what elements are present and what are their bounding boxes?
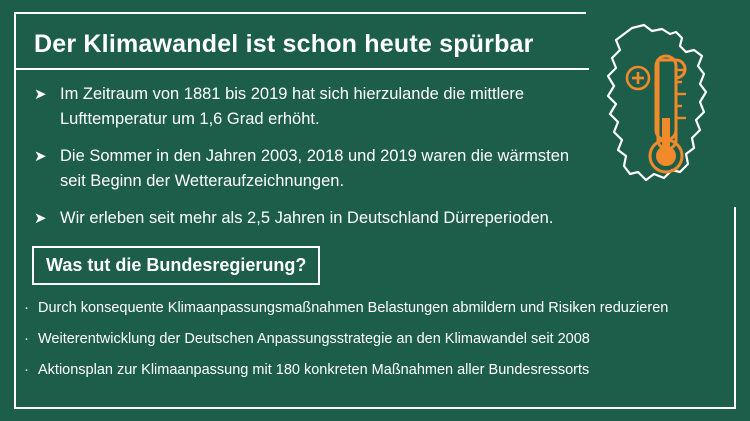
bullet-text: Im Zeitraum von 1881 bis 2019 hat sich hierzulande die mittlere Lufttemperatur um 1,6 Grad erhöht.: [60, 85, 525, 128]
list-item: [34, 206, 579, 231]
dot-icon: ·: [24, 299, 29, 316]
measure-text: Weiterentwicklung der Deutschen Anpassungsstrategie an den Klimawandel seit 2008: [38, 331, 590, 347]
plus-icon: [627, 67, 649, 89]
arrow-icon: ➤: [34, 148, 47, 165]
bullet-text: Wir erleben seit mehr als 2,5 Jahren in Deutschland Dürreperioden.: [60, 209, 554, 227]
measure-text: Aktionsplan zur Klimaanpassung mit 180 konkreten Maßnahmen aller Bundesressorts: [38, 362, 590, 378]
dot-icon: ·: [24, 330, 29, 347]
dot-icon: ·: [24, 361, 29, 378]
bullet-list: [34, 82, 579, 243]
arrow-icon: ➤: [34, 86, 47, 103]
list-item: [24, 359, 714, 381]
title-divider: [14, 68, 589, 70]
page-title: Der Klimawandel ist schon heute spürbar: [34, 30, 534, 58]
subheading-box: [32, 246, 320, 285]
subheading-text: Was tut die Bundesregierung?: [46, 255, 307, 275]
measure-text: Durch konsequente Klimaanpassungsmaßnahmen Belastungen abmildern und Risiken reduzieren: [38, 300, 669, 316]
arrow-icon: ➤: [34, 210, 47, 227]
thermometer-icon: [650, 56, 686, 172]
bullet-text: Die Sommer in den Jahren 2003, 2018 und 2019 waren die wärmsten seit Beginn der Wetteraufzeichnungen.: [60, 147, 570, 190]
germany-map-outline: [592, 22, 728, 200]
list-item: [24, 297, 714, 319]
measures-list: [24, 297, 714, 390]
list-item: [34, 144, 579, 194]
germany-map-graphic: [592, 22, 728, 200]
list-item: [34, 82, 579, 132]
list-item: [24, 328, 714, 350]
